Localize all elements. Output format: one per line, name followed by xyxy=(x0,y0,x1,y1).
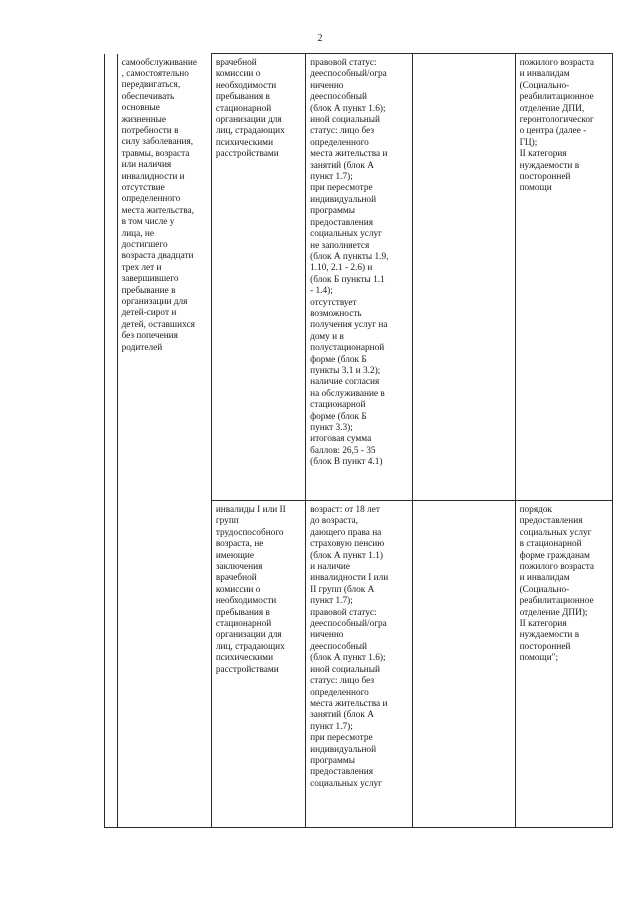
table-row xyxy=(105,54,613,501)
table-cell-number xyxy=(105,54,118,828)
table-cell-group: инвалиды I или II групп трудоспособного возраста, не имеющие заключения врачебной комиссии о необходимости пребывания в стационарной организации для лиц, страдающих психическими расстройствами xyxy=(211,501,305,828)
page-number: 2 xyxy=(317,33,323,44)
table-cell-procedure: порядок предоставления социальных услуг в стационарной форме гражданам пожилого возраста и инвалидам (Социально- реабилитационное отделение ДПИ); II категория нуждаемости в посторонней помощи"; xyxy=(515,501,612,828)
table-cell-empty xyxy=(412,501,515,828)
table-cell-empty xyxy=(412,54,515,501)
table-cell-procedure: пожилого возраста и инвалидам (Социально- реабилитационное отделение ДПИ, геронтологическог о центра (далее - ГЦ); II категория нуждаемости в посторонней помощи xyxy=(515,54,612,501)
table-cell-category-description: самообслуживание , самостоятельно передвигаться, обеспечивать основные жизненные потребности в силу заболевания, травмы, возраста или наличия инвалидности и отсутствие определенного места жительства, в том числе у лица, не достигшего возраста двадцати трех лет и завершившего пребывание в организации для детей-сирот и детей, оставшихся без попечения родителей xyxy=(117,54,211,828)
table-cell-group: врачебной комиссии о необходимости пребывания в стационарной организации для лиц, страдающих психическими расстройствами xyxy=(211,54,305,501)
table-cell-criteria: возраст: от 18 лет до возраста, дающего права на страховую пенсию (блок А пункт 1.1) и наличие инвалидности I или II групп (блок А пункт 1.7); правовой статус: дееспособный/огра ниченно дееспособный (блок А пункт 1.6); иной социальный статус: лицо без определенного места жительства и занятий (блок А пункт 1.7); при пересмотре индивидуальной программы предоставления социальных услуг xyxy=(306,501,413,828)
table-cell-criteria: правовой статус: дееспособный/огра ниченно дееспособный (блок А пункт 1.6); иной социальный статус: лицо без определенного места жительства и занятий (блок А пункт 1.7); при пересмотре индивидуальной программы предоставления социальных услуг не заполняется (блок А пункты 1.9, 1.10, 2.1 - 2.6) и (блок Б пункты 1.1 - 1.4); отсутствует возможность получения услуг на дому и в полустационарной форме (блок Б пункты 3.1 и 3.2); наличие согласия на обслуживание в стационарной форме (блок Б пункт 3.3); итоговая сумма баллов: 26,5 - 35 (блок В пункт 4.1) xyxy=(306,54,413,501)
document-table xyxy=(104,53,613,828)
